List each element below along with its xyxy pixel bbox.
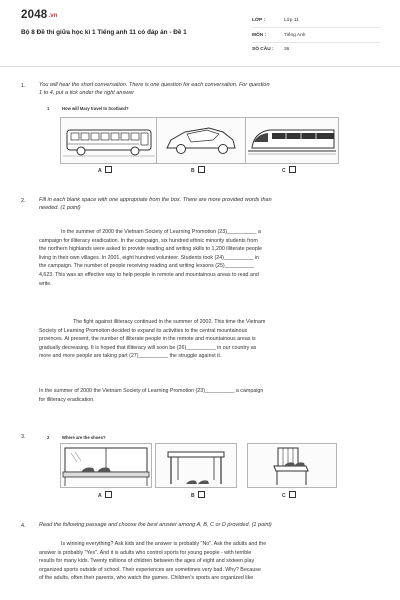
passage-paragraph-2 bbox=[39, 318, 379, 361]
question-text: Read the following passage and choose the best answer among A, B, C or D provided. (1 point) bbox=[39, 522, 272, 528]
question-text-line: needed. (1 point) bbox=[39, 205, 81, 211]
document-title: Bộ 8 Đề thi giữa học kì 1 Tiếng anh 11 có đáp án - Đề 1 bbox=[21, 29, 187, 36]
logo-tld: .vn bbox=[48, 13, 58, 19]
checkbox[interactable] bbox=[289, 166, 296, 173]
chair-picture bbox=[247, 443, 337, 488]
car-picture bbox=[156, 117, 246, 164]
option-label: C bbox=[282, 168, 286, 174]
passage-line: In the summer of 2000 the Vietnam Society of Learning Promotion (23)__________ a campaign bbox=[39, 388, 264, 394]
passage-line: organized sports outside of school. Their experiences are sometimes very bad. Why? Because bbox=[39, 566, 261, 573]
passage-paragraph-4 bbox=[39, 540, 379, 583]
answer-option-a[interactable] bbox=[98, 491, 112, 499]
train-icon bbox=[246, 118, 338, 163]
passage-paragraph-1 bbox=[39, 228, 379, 288]
answer-option-c[interactable] bbox=[282, 166, 296, 174]
passage-line: the campaign. The number of people receiving reading and writing lessons (25)__________ bbox=[39, 263, 255, 270]
option-label: A bbox=[98, 168, 102, 174]
sub-question-text: Where are the shoes? bbox=[62, 435, 106, 440]
table-picture bbox=[155, 443, 237, 488]
question-number: 1. bbox=[21, 83, 26, 89]
meta-label: SỐ CÂU : bbox=[252, 47, 274, 52]
question-text-line: 1 to 4, put a tick under the right answer bbox=[39, 90, 135, 96]
logo-text: 2048 bbox=[21, 9, 48, 21]
checkbox[interactable] bbox=[105, 166, 112, 173]
meta-subject bbox=[252, 33, 305, 38]
chair-icon bbox=[248, 444, 336, 487]
question-text-line: You will hear the short conversation. There is one question for each conversation. For question bbox=[39, 82, 270, 88]
option-label: B bbox=[191, 493, 195, 499]
meta-divider bbox=[252, 42, 380, 43]
question-text bbox=[39, 81, 270, 97]
question-number: 4. bbox=[21, 523, 26, 529]
meta-value: Lớp 11 bbox=[284, 18, 299, 23]
question-text-line: Fill in each blank space with one appropriate from the box. There are more provided words than bbox=[39, 197, 272, 203]
passage-line: The fight against illiteracy continued in the summer of 2002. This time the Vietnam bbox=[73, 319, 266, 325]
bus-icon bbox=[61, 118, 157, 163]
passage-line: In the summer of 2000 the Vietnam Society of Learning Promotion (23)__________ a bbox=[61, 229, 261, 235]
train-picture bbox=[245, 117, 339, 164]
passage-line: gradually decreasing. It is hoped that illiteracy will soon be (26)__________ in our country as bbox=[39, 344, 257, 351]
meta-count bbox=[252, 47, 289, 52]
passage-line: Society of Learning Promotion decided to expand its activities to the central mountainous bbox=[39, 327, 248, 334]
site-logo[interactable] bbox=[21, 9, 58, 21]
answer-option-c[interactable] bbox=[282, 491, 296, 499]
window-picture bbox=[60, 443, 152, 488]
sub-question-number: 1 bbox=[47, 106, 50, 111]
passage-line: for illiteracy eradication. bbox=[39, 396, 95, 403]
checkbox[interactable] bbox=[289, 491, 296, 498]
passage-line: of the adults, often their parents, who watch the games. Children's sports are organized like bbox=[39, 575, 254, 582]
question-text bbox=[39, 196, 272, 212]
passage-line: campaign for illiteracy eradication. In the campaign, six hundred ethnic minority students from bbox=[39, 237, 258, 244]
window-icon bbox=[61, 444, 151, 487]
passage-line: more and more people are taking part (27)__________ the struggle against it. bbox=[39, 353, 222, 360]
meta-class bbox=[252, 18, 299, 23]
passage-line: the northern highlands were asked to provide reading and writing skills to 1,200 illiterate people bbox=[39, 246, 262, 253]
meta-label: MÔN : bbox=[252, 33, 267, 38]
sub-question-text: How will Mary travel to Scotland? bbox=[62, 106, 129, 111]
option-label: B bbox=[191, 168, 195, 174]
passage-line: answer is probably "Yes". And it is adults who control sports for young people - with terrible bbox=[39, 549, 252, 556]
passage-line: 4,623. This was an effective way to help people in remote and mountainous areas to read and bbox=[39, 271, 259, 278]
meta-value: 36 bbox=[284, 47, 290, 52]
passage-paragraph-3 bbox=[39, 387, 379, 404]
answer-option-b[interactable] bbox=[191, 166, 205, 174]
question-number: 2. bbox=[21, 198, 26, 204]
passage-line: write. bbox=[39, 280, 52, 287]
meta-divider bbox=[252, 27, 380, 28]
checkbox[interactable] bbox=[198, 166, 205, 173]
sub-question-number: 2 bbox=[47, 435, 50, 440]
table-icon bbox=[156, 444, 236, 487]
passage-line: Is winning everything? Ask kids and the answer is probably "No". Ask the adults and the bbox=[61, 541, 267, 547]
question-number: 3. bbox=[21, 434, 26, 440]
option-label: C bbox=[282, 493, 286, 499]
answer-option-b[interactable] bbox=[191, 491, 205, 499]
checkbox[interactable] bbox=[198, 491, 205, 498]
answer-option-a[interactable] bbox=[98, 166, 112, 174]
document-header bbox=[0, 0, 400, 67]
passage-line: living in their own villages. In 2001, eight hundred volunteer. Students took (24)__________ in bbox=[39, 254, 259, 261]
bus-picture bbox=[60, 117, 158, 164]
meta-label: LỚP : bbox=[252, 18, 266, 23]
passage-line: results for many kids. Twenty millions of children between the ages of eight and sixteen play bbox=[39, 558, 255, 565]
option-label: A bbox=[98, 493, 102, 499]
meta-value: Tiếng Anh bbox=[284, 33, 306, 38]
passage-line: provinces. At present, the number of illiterate people in the remote and mountainous areas is bbox=[39, 336, 256, 343]
car-icon bbox=[157, 118, 245, 163]
checkbox[interactable] bbox=[105, 491, 112, 498]
